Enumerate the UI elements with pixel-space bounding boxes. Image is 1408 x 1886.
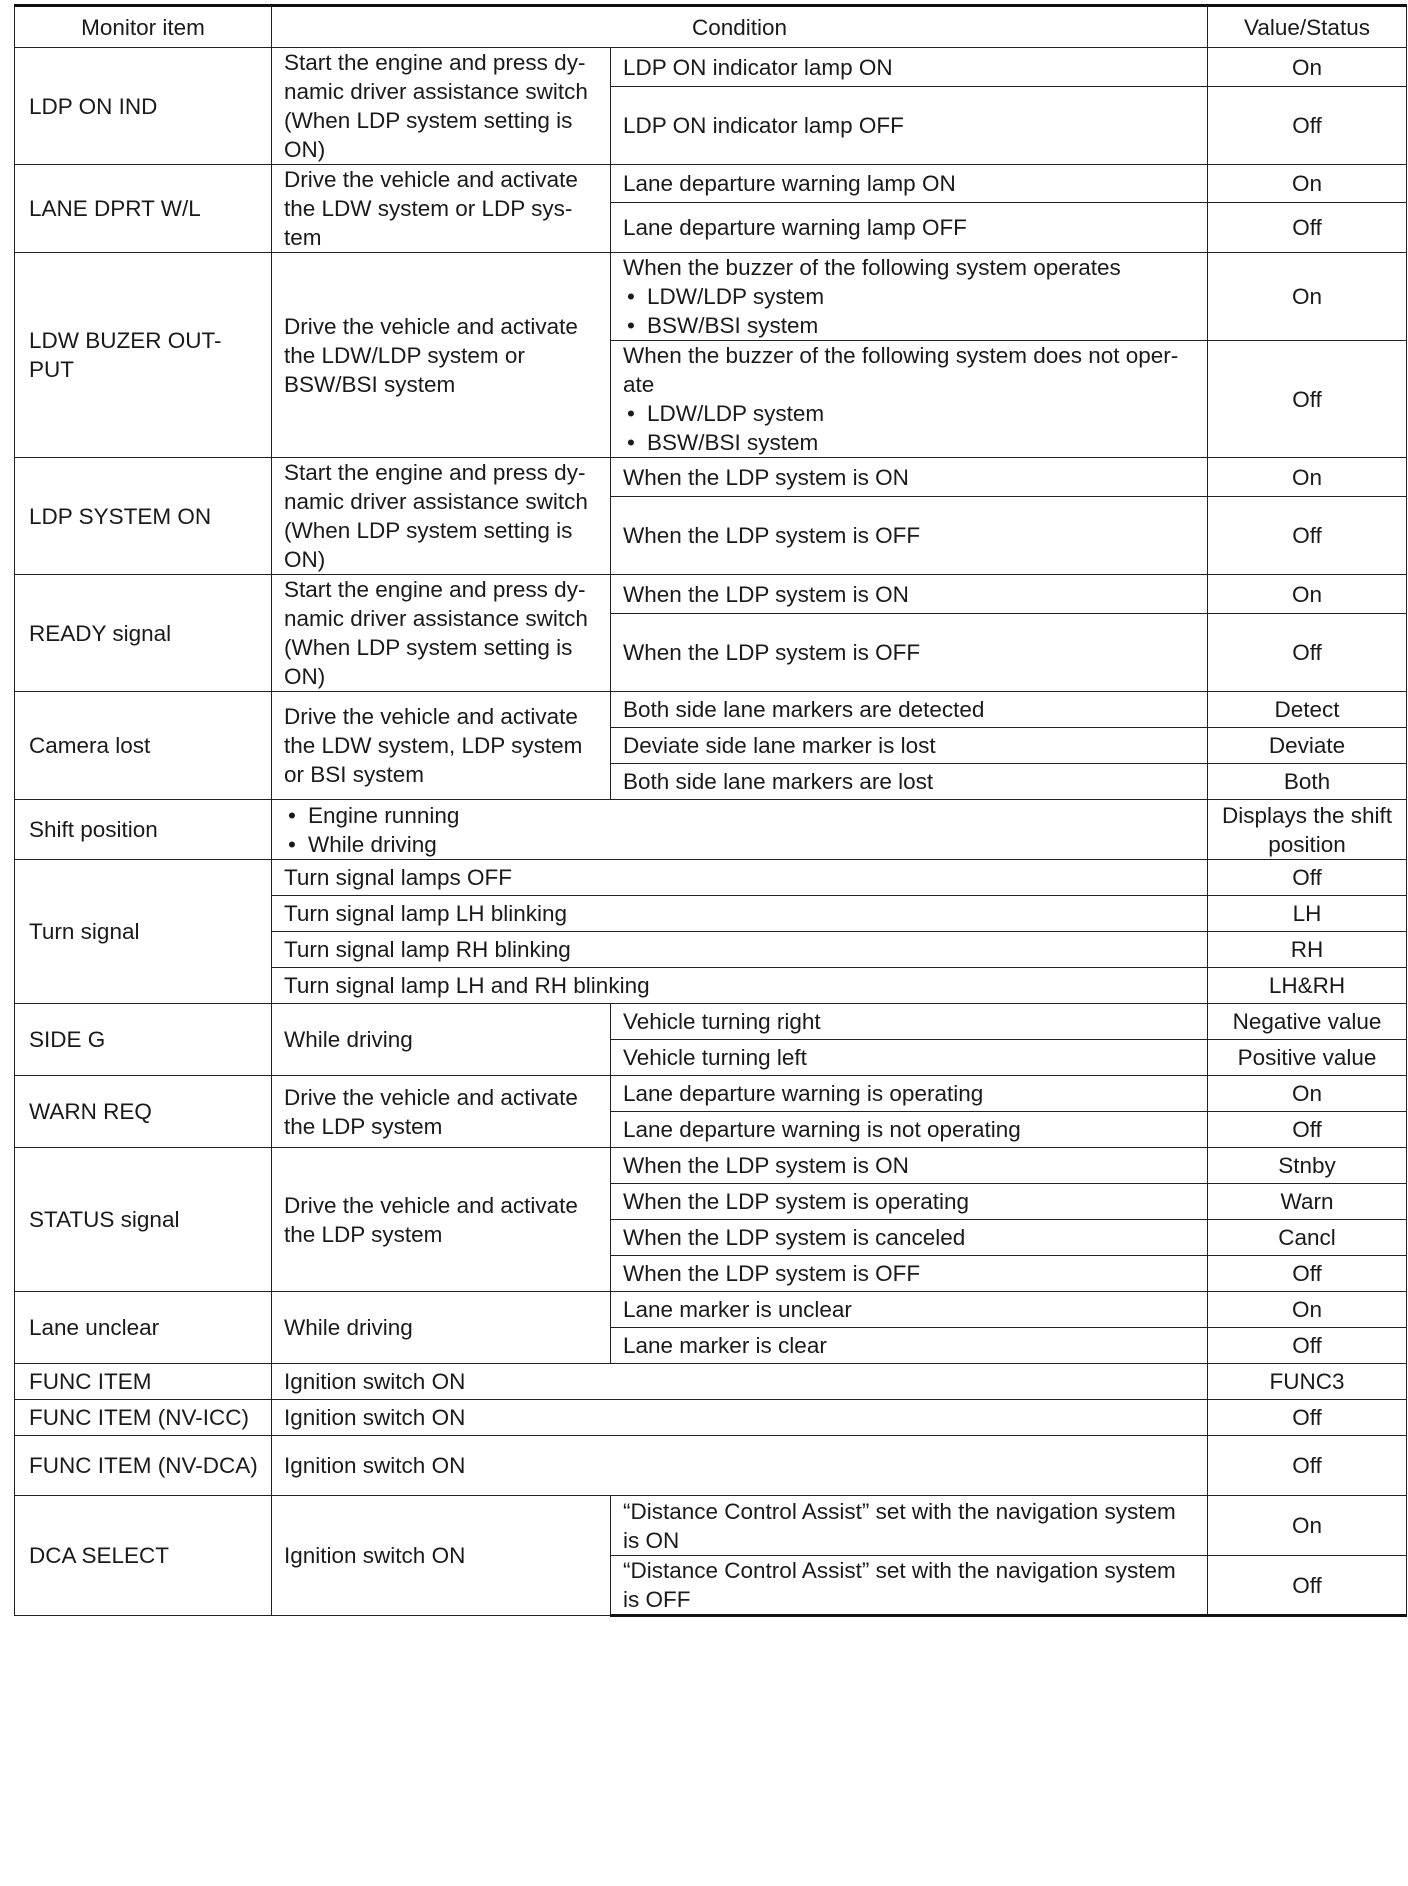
value-cell: Displays the shift position	[1208, 800, 1407, 860]
value-cell: Off	[1208, 1436, 1407, 1496]
table-row	[15, 1364, 1407, 1400]
sub-condition-cell: “Distance Control Assist” set with the navigation system is ON	[611, 1496, 1208, 1556]
value-cell: On	[1208, 458, 1407, 497]
sub-condition-cell: When the LDP system is OFF	[611, 614, 1208, 692]
table-row	[15, 575, 1407, 614]
sub-condition-cell	[611, 253, 1208, 341]
value-cell: Warn	[1208, 1184, 1407, 1220]
value-cell: Off	[1208, 1112, 1407, 1148]
table-row	[15, 1436, 1407, 1496]
value-cell: Detect	[1208, 692, 1407, 728]
value-cell: Both	[1208, 764, 1407, 800]
sub-condition-text: When the buzzer of the following system does not oper-ate	[623, 343, 1179, 397]
condition-cell: Drive the vehicle and activate the LDP system	[272, 1076, 611, 1148]
value-cell: LH	[1208, 896, 1407, 932]
sub-condition-cell: When the LDP system is OFF	[611, 1256, 1208, 1292]
value-cell: Off	[1208, 614, 1407, 692]
monitor-item-cell: FUNC ITEM	[15, 1364, 272, 1400]
sub-condition-cell: Both side lane markers are lost	[611, 764, 1208, 800]
value-cell: On	[1208, 1076, 1407, 1112]
value-cell: Off	[1208, 497, 1407, 575]
sub-condition-cell: Lane marker is unclear	[611, 1292, 1208, 1328]
value-cell: On	[1208, 1496, 1407, 1556]
condition-cell: Start the engine and press dy-namic driver assistance switch (When LDP system setting is ON)	[272, 458, 611, 575]
monitor-item-cell: Turn signal	[15, 860, 272, 1004]
monitor-item-cell: STATUS signal	[15, 1148, 272, 1292]
sub-condition-cell: “Distance Control Assist” set with the navigation system is OFF	[611, 1556, 1208, 1616]
value-cell: On	[1208, 253, 1407, 341]
value-cell: Off	[1208, 1328, 1407, 1364]
table-row	[15, 1292, 1407, 1328]
value-cell: Off	[1208, 1556, 1407, 1616]
condition-cell: Turn signal lamp LH and RH blinking	[272, 968, 1208, 1004]
table-row	[15, 1496, 1407, 1556]
header-row	[15, 6, 1407, 48]
table-row	[15, 458, 1407, 497]
bullet-list	[284, 801, 1195, 859]
condition-cell: Ignition switch ON	[272, 1400, 1208, 1436]
value-cell: On	[1208, 165, 1407, 203]
sub-condition-cell: When the LDP system is ON	[611, 458, 1208, 497]
condition-cell: While driving	[272, 1292, 611, 1364]
bullet-item: • LDW/LDP system	[623, 282, 1195, 311]
sub-condition-cell: When the LDP system is OFF	[611, 497, 1208, 575]
monitor-table-container	[14, 4, 1406, 1617]
sub-condition-cell: When the LDP system is canceled	[611, 1220, 1208, 1256]
table-row	[15, 253, 1407, 341]
sub-condition-cell: Lane departure warning lamp OFF	[611, 202, 1208, 252]
table-row	[15, 48, 1407, 87]
header-monitor-item: Monitor item	[15, 6, 272, 48]
monitor-item-cell: LDP ON IND	[15, 48, 272, 165]
monitor-item-cell: WARN REQ	[15, 1076, 272, 1148]
condition-cell	[272, 800, 1208, 860]
value-cell: On	[1208, 48, 1407, 87]
table-row	[15, 860, 1407, 896]
bullet-list	[623, 399, 1195, 457]
value-cell: Stnby	[1208, 1148, 1407, 1184]
bullet-item: • BSW/BSI system	[623, 311, 1195, 340]
monitor-item-cell: Camera lost	[15, 692, 272, 800]
condition-cell: Ignition switch ON	[272, 1364, 1208, 1400]
sub-condition-cell: Deviate side lane marker is lost	[611, 728, 1208, 764]
condition-cell: Ignition switch ON	[272, 1436, 1208, 1496]
bullet-item: • BSW/BSI system	[623, 428, 1195, 457]
sub-condition-cell: LDP ON indicator lamp OFF	[611, 87, 1208, 165]
bullet-item: • LDW/LDP system	[623, 399, 1195, 428]
value-cell: Off	[1208, 1256, 1407, 1292]
monitor-item-cell: DCA SELECT	[15, 1496, 272, 1616]
monitor-item-cell: Shift position	[15, 800, 272, 860]
sub-condition-cell: When the LDP system is ON	[611, 1148, 1208, 1184]
sub-condition-cell	[611, 341, 1208, 458]
sub-condition-cell: Vehicle turning left	[611, 1040, 1208, 1076]
table-row	[15, 1004, 1407, 1040]
header-condition: Condition	[272, 6, 1208, 48]
table-row	[15, 1148, 1407, 1184]
monitor-item-cell: READY signal	[15, 575, 272, 692]
condition-cell: Drive the vehicle and activate the LDW/LDP system or BSW/BSI system	[272, 253, 611, 458]
condition-cell: Start the engine and press dy-namic driver assistance switch (When LDP system setting is ON)	[272, 575, 611, 692]
header-value-status: Value/Status	[1208, 6, 1407, 48]
value-cell: Off	[1208, 202, 1407, 252]
sub-condition-cell: When the LDP system is operating	[611, 1184, 1208, 1220]
value-cell: Negative value	[1208, 1004, 1407, 1040]
value-cell: FUNC3	[1208, 1364, 1407, 1400]
table-row	[15, 692, 1407, 728]
monitor-item-table	[14, 4, 1407, 1617]
value-cell: Positive value	[1208, 1040, 1407, 1076]
value-cell: Cancl	[1208, 1220, 1407, 1256]
sub-condition-cell: Lane departure warning lamp ON	[611, 165, 1208, 203]
monitor-item-cell: LANE DPRT W/L	[15, 165, 272, 253]
monitor-item-cell: LDW BUZER OUT-PUT	[15, 253, 272, 458]
sub-condition-cell: Lane departure warning is operating	[611, 1076, 1208, 1112]
sub-condition-cell: Vehicle turning right	[611, 1004, 1208, 1040]
value-cell: Off	[1208, 860, 1407, 896]
condition-cell: Turn signal lamp LH blinking	[272, 896, 1208, 932]
condition-cell: Start the engine and press dy-namic driver assistance switch (When LDP system setting is ON)	[272, 48, 611, 165]
bullet-item: • Engine running	[284, 801, 1195, 830]
bullet-item: • While driving	[284, 830, 1195, 859]
table-row	[15, 1400, 1407, 1436]
monitor-item-cell: LDP SYSTEM ON	[15, 458, 272, 575]
value-cell: Deviate	[1208, 728, 1407, 764]
sub-condition-text: When the buzzer of the following system operates	[623, 255, 1121, 280]
sub-condition-cell: Lane marker is clear	[611, 1328, 1208, 1364]
condition-cell: Drive the vehicle and activate the LDW system or LDP sys-tem	[272, 165, 611, 253]
table-row	[15, 1076, 1407, 1112]
bullet-list	[623, 282, 1195, 340]
sub-condition-cell: Lane departure warning is not operating	[611, 1112, 1208, 1148]
condition-cell: Ignition switch ON	[272, 1496, 611, 1616]
condition-cell: Turn signal lamp RH blinking	[272, 932, 1208, 968]
table-row	[15, 165, 1407, 203]
value-cell: Off	[1208, 1400, 1407, 1436]
value-cell: On	[1208, 1292, 1407, 1328]
value-cell: Off	[1208, 87, 1407, 165]
value-cell: Off	[1208, 341, 1407, 458]
condition-cell: Turn signal lamps OFF	[272, 860, 1208, 896]
value-cell: RH	[1208, 932, 1407, 968]
condition-cell: Drive the vehicle and activate the LDP system	[272, 1148, 611, 1292]
condition-cell: Drive the vehicle and activate the LDW system, LDP system or BSI system	[272, 692, 611, 800]
monitor-item-cell: Lane unclear	[15, 1292, 272, 1364]
sub-condition-cell: Both side lane markers are detected	[611, 692, 1208, 728]
value-cell: LH&RH	[1208, 968, 1407, 1004]
value-cell: On	[1208, 575, 1407, 614]
monitor-item-cell: FUNC ITEM (NV-DCA)	[15, 1436, 272, 1496]
sub-condition-cell: LDP ON indicator lamp ON	[611, 48, 1208, 87]
sub-condition-cell: When the LDP system is ON	[611, 575, 1208, 614]
condition-cell: While driving	[272, 1004, 611, 1076]
monitor-item-cell: FUNC ITEM (NV-ICC)	[15, 1400, 272, 1436]
monitor-item-cell: SIDE G	[15, 1004, 272, 1076]
table-row	[15, 800, 1407, 860]
